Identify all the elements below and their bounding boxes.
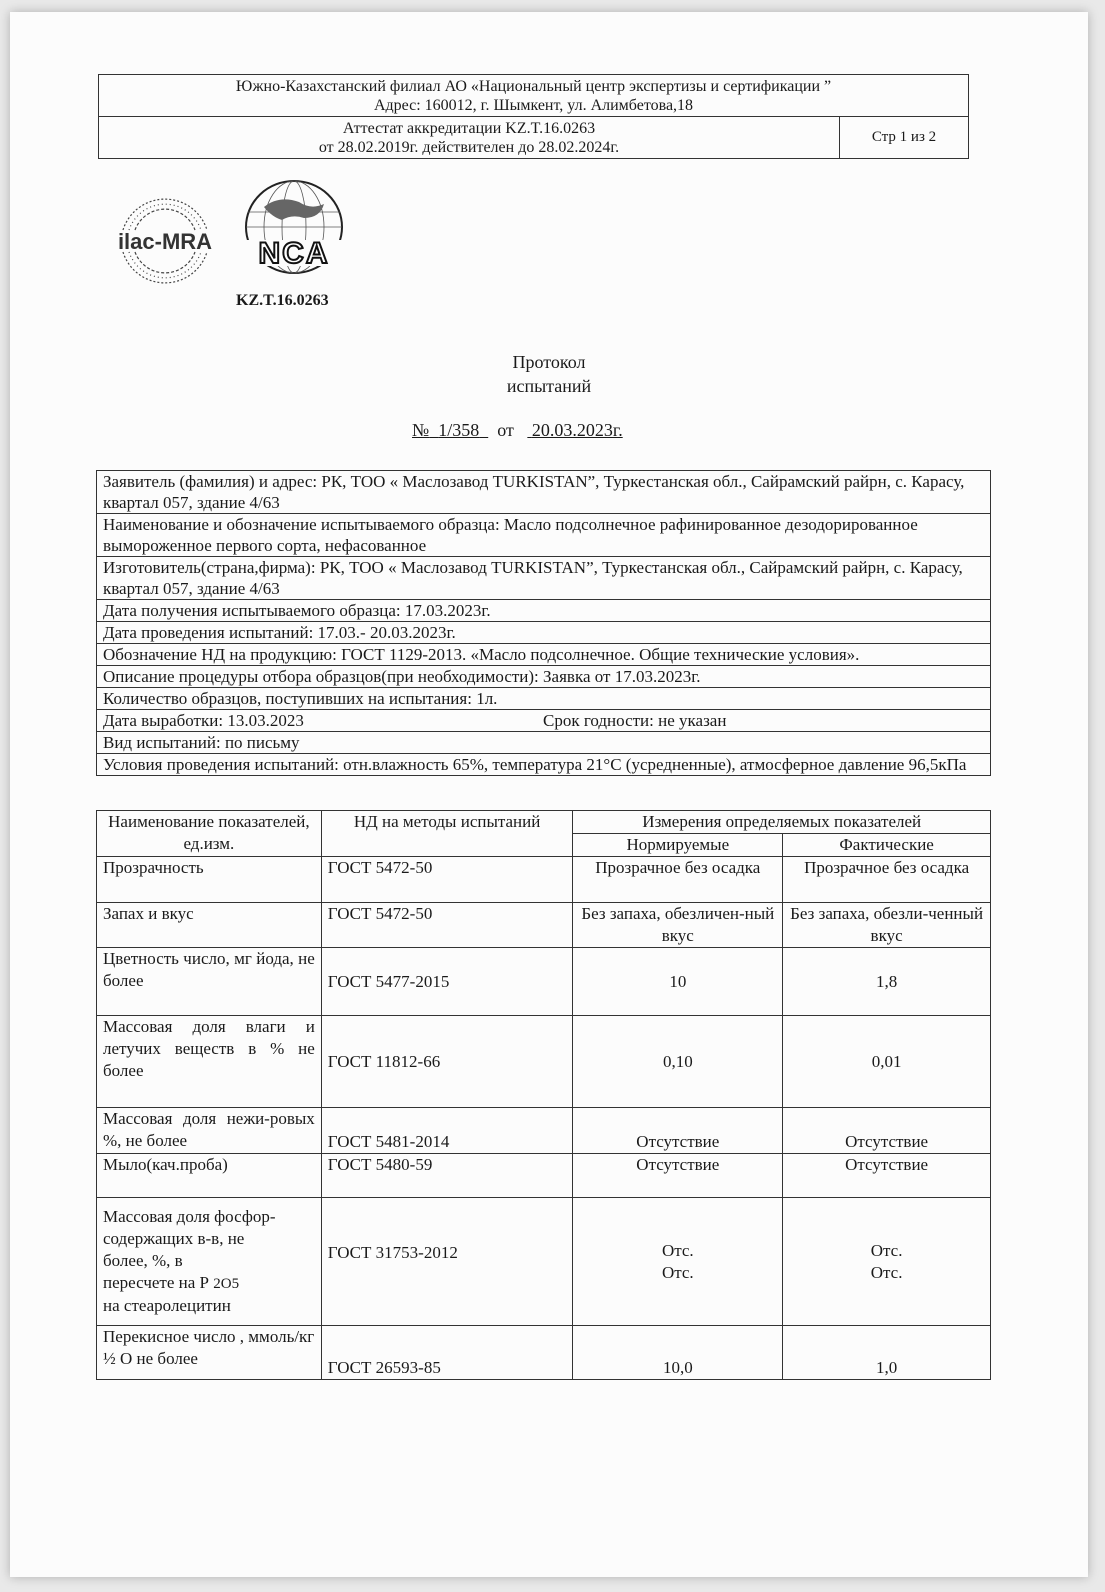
table-row bbox=[97, 857, 991, 903]
indicator-name-line: пересчете на Р bbox=[103, 1273, 214, 1292]
sample-info bbox=[96, 470, 991, 776]
protocol-number-line bbox=[412, 420, 623, 441]
product-nd: Обозначение НД на продукцию: ГОСТ 1129-2013. «Масло подсолнечное. Общие технические условия». bbox=[97, 644, 990, 666]
actual-value: 1,8 bbox=[783, 948, 991, 1016]
protocol-number-prefix: № bbox=[412, 420, 430, 440]
indicator-name: Массовая доля нежи-ровых %, не более bbox=[97, 1108, 322, 1154]
indicator-name-line: содержащих в-в, не bbox=[103, 1229, 245, 1248]
indicator-name: Перекисное число , ммоль/кг ½ О не более bbox=[97, 1326, 322, 1380]
test-method: ГОСТ 26593-85 bbox=[321, 1326, 573, 1380]
manufacturer: Изготовитель(страна,фирма): РК, ТОО « Маслозавод TURKISTAN”, Туркестанская обл., Сайрамский райрн, с. Карасу, квартал 057, здание 4/63 bbox=[97, 557, 990, 600]
protocol-date: 20.03.2023г. bbox=[531, 420, 623, 440]
actual-value: Прозрачное без осадка bbox=[783, 857, 991, 903]
table-row bbox=[97, 903, 991, 948]
accreditation-number: Аттестат аккредитации KZ.T.16.0263 bbox=[342, 120, 596, 137]
actual-value: 1,0 bbox=[783, 1326, 991, 1380]
header-normative: Нормируемые bbox=[573, 834, 783, 857]
dates-row bbox=[97, 710, 990, 732]
table-header-row bbox=[97, 811, 991, 834]
org-name: Южно-Казахстанский филиал АО «Национальный центр экспертизы и сертификации ” bbox=[235, 78, 832, 95]
table-row bbox=[97, 1326, 991, 1380]
test-method: ГОСТ 5480-59 bbox=[321, 1154, 573, 1198]
production-date: Дата выработки: 13.03.2023 bbox=[103, 711, 304, 730]
normative-value: 10 bbox=[573, 948, 783, 1016]
header-measurements: Измерения определяемых показателей bbox=[573, 811, 991, 834]
normative-value: Отсутствие bbox=[573, 1154, 783, 1198]
protocol-number: 1/358 bbox=[438, 420, 480, 440]
test-conditions: Условия проведения испытаний: отн.влажность 65%, температура 21°С (усредненные), атмосферное давление 96,5кПа bbox=[97, 754, 990, 776]
indicator-name: Цветность число, мг йода, не более bbox=[97, 948, 322, 1016]
document-subtitle: испытаний bbox=[506, 376, 592, 396]
header-method: НД на методы испытаний bbox=[321, 811, 573, 857]
test-type: Вид испытаний: по письму bbox=[97, 732, 990, 754]
results-table bbox=[96, 810, 991, 1380]
normative-value: Прозрачное без осадка bbox=[573, 857, 783, 903]
org-header bbox=[98, 74, 969, 159]
actual-value bbox=[783, 1198, 991, 1326]
test-method: ГОСТ 5472-50 bbox=[321, 857, 573, 903]
ilac-logo-text: ilac-MRA bbox=[117, 229, 213, 254]
test-method: ГОСТ 5477-2015 bbox=[321, 948, 573, 1016]
indicator-name bbox=[97, 1198, 322, 1326]
document-title: Протокол bbox=[512, 352, 586, 372]
accreditation-validity: от 28.02.2019г. действителен до 28.02.2024г. bbox=[318, 139, 620, 156]
normative-value: Без запаха, обезличен-ный вкус bbox=[573, 903, 783, 948]
actual-value: Отсутствие bbox=[783, 1108, 991, 1154]
received-date: Дата получения испытываемого образца: 17.03.2023г. bbox=[97, 600, 990, 622]
sample-quantity: Количество образцов, поступивших на испытания: 1л. bbox=[97, 688, 990, 710]
test-method: ГОСТ 5472-50 bbox=[321, 903, 573, 948]
normative-value-line: Отс. bbox=[661, 1240, 694, 1260]
indicator-name: Массовая доля влаги и летучих веществ в % не более bbox=[97, 1016, 322, 1108]
actual-value: Отсутствие bbox=[783, 1154, 991, 1198]
table-row bbox=[97, 1108, 991, 1154]
normative-value-line: Отс. bbox=[661, 1262, 694, 1282]
test-method: ГОСТ 5481-2014 bbox=[321, 1108, 573, 1154]
shelf-life: Срок годности: не указан bbox=[543, 711, 727, 730]
indicator-name-line: более, %, в bbox=[103, 1251, 183, 1270]
actual-value-line: Отс. bbox=[870, 1262, 903, 1282]
document-page bbox=[10, 12, 1088, 1577]
p2o5-formula: 2O5 bbox=[213, 1276, 240, 1292]
actual-value-line: Отс. bbox=[870, 1240, 903, 1260]
test-method-text: ГОСТ 31753-2012 bbox=[327, 1243, 458, 1262]
org-address: Адрес: 160012, г. Шымкент, ул. Алимбетова,18 bbox=[373, 97, 694, 114]
accreditation-info bbox=[99, 117, 840, 158]
sample-name: Наименование и обозначение испытываемого образца: Масло подсолнечное рафинированное дезодорированное вымороженное первого сорта, нефасованное bbox=[97, 514, 990, 557]
indicator-name-line: Массовая доля фосфор- bbox=[103, 1207, 276, 1226]
indicator-name: Прозрачность bbox=[97, 857, 322, 903]
indicator-name: Запах и вкус bbox=[97, 903, 322, 948]
header-indicator: Наименование показателей, ед.изм. bbox=[97, 811, 322, 857]
nca-logo bbox=[224, 177, 364, 292]
normative-value: Отсутствие bbox=[573, 1108, 783, 1154]
nca-logo-text: NCA bbox=[258, 237, 330, 270]
org-info bbox=[99, 75, 968, 117]
actual-value: 0,01 bbox=[783, 1016, 991, 1108]
test-method: ГОСТ 11812-66 bbox=[321, 1016, 573, 1108]
table-row bbox=[97, 948, 991, 1016]
header-actual: Фактические bbox=[783, 834, 991, 857]
normative-value: 0,10 bbox=[573, 1016, 783, 1108]
page-indicator: Стр 1 из 2 bbox=[871, 129, 937, 145]
indicator-name: Мыло(кач.проба) bbox=[97, 1154, 322, 1198]
table-row bbox=[97, 1198, 991, 1326]
table-row bbox=[97, 1154, 991, 1198]
protocol-from: от bbox=[497, 420, 514, 440]
test-method bbox=[321, 1198, 573, 1326]
certificate-code: KZ.T.16.0263 bbox=[236, 292, 329, 309]
sampling-procedure: Описание процедуры отбора образцов(при необходимости): Заявка от 17.03.2023г. bbox=[97, 666, 990, 688]
actual-value: Без запаха, обезли-ченный вкус bbox=[783, 903, 991, 948]
table-row bbox=[97, 1016, 991, 1108]
normative-value: 10,0 bbox=[573, 1326, 783, 1380]
applicant: Заявитель (фамилия) и адрес: РК, ТОО « Маслозавод TURKISTAN”, Туркестанская обл., Сайрамский райрн, с. Карасу, квартал 057, здание 4/63 bbox=[97, 471, 990, 514]
indicator-name-line: на стеаролецитин bbox=[103, 1296, 231, 1315]
test-dates: Дата проведения испытаний: 17.03.- 20.03.2023г. bbox=[97, 622, 990, 644]
normative-value bbox=[573, 1198, 783, 1326]
ilac-mra-logo bbox=[105, 180, 225, 300]
